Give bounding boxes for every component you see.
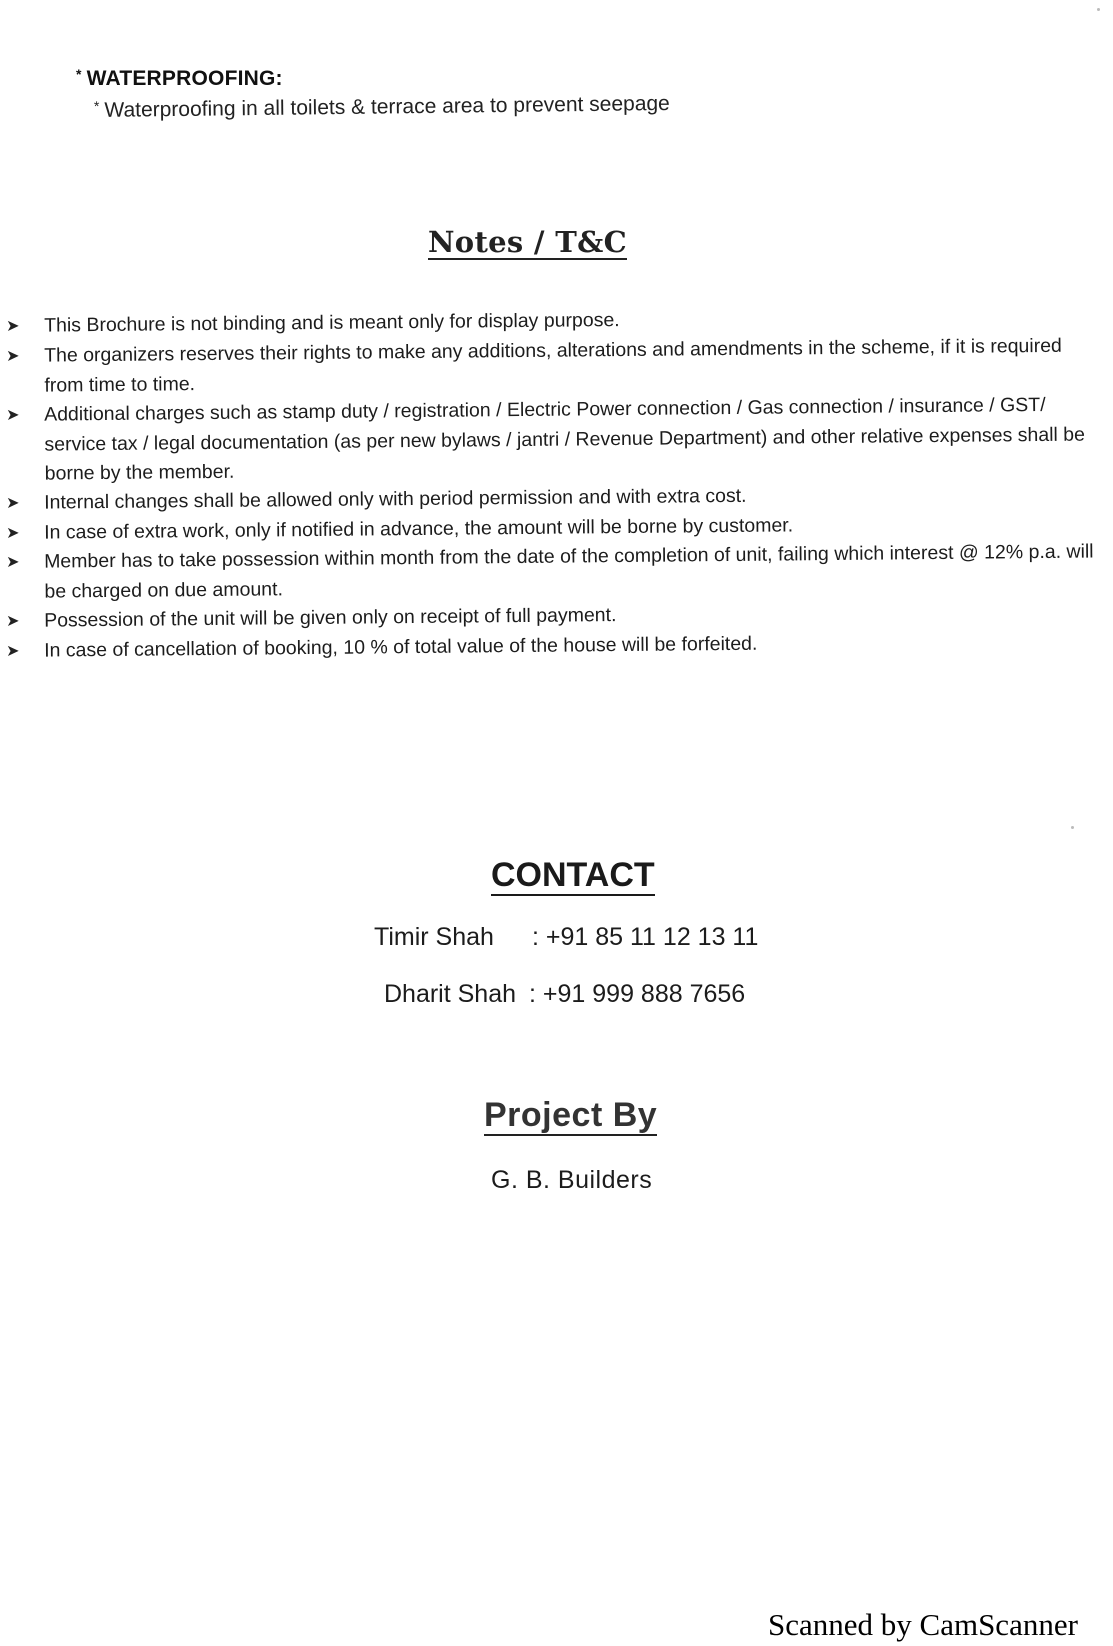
builder-name: G. B. Builders [491, 1166, 653, 1194]
scanner-watermark: Scanned by CamScanner [768, 1607, 1078, 1642]
note-text: The organizers reserves their rights to make any additions, alterations and amendments in the scheme, if it is required from time to time. [44, 334, 1062, 396]
waterproofing-item-text: Waterproofing in all toilets & terrace area to prevent seepage [104, 91, 670, 122]
note-text: Possession of the unit will be given only on receipt of full payment. [44, 604, 617, 632]
note-text: Additional charges such as stamp duty / registration / Electric Power connection / Gas connection / insurance / GST/ service tax / legal documentation (as per new bylaws / jantri / Revenue Department) and other relative expenses shall be borne by the member. [44, 393, 1086, 485]
asterisk-marker: * [93, 97, 100, 114]
note-item [0, 331, 1113, 401]
contact-separator: : [529, 980, 536, 1008]
arrowhead-bullet-icon: ➤ [6, 612, 20, 630]
contact-name: Timir Shah [374, 923, 494, 951]
contact-title: CONTACT [491, 856, 655, 894]
notes-list [0, 309, 1113, 666]
asterisk-marker: * [76, 66, 82, 82]
project-by-title: Project By [484, 1096, 658, 1134]
waterproofing-item [94, 91, 670, 123]
note-text: Internal changes shall be allowed only with period permission and with extra cost. [44, 484, 747, 514]
note-text: In case of extra work, only if notified in advance, the amount will be borne by customer. [44, 513, 794, 544]
contact-name: Dharit Shah [384, 980, 517, 1008]
note-text: This Brochure is not binding and is meant only for display purpose. [44, 309, 620, 337]
note-text: Member has to take possession within month from the date of the completion of unit, failing which interest @ 12% p.a. will be charged on due amount. [44, 540, 1094, 603]
arrowhead-bullet-icon: ➤ [6, 317, 20, 335]
note-text: In case of cancellation of booking, 10 % of total value of the house will be forfeited. [44, 632, 758, 662]
contact-phone: +91 999 888 7656 [542, 980, 746, 1008]
waterproofing-heading [76, 66, 283, 91]
scan-speck [1071, 826, 1074, 829]
note-item [0, 537, 1113, 607]
contact-row [384, 980, 745, 1009]
waterproofing-heading-text: WATERPROOFING: [86, 67, 283, 90]
arrowhead-bullet-icon: ➤ [6, 347, 20, 365]
arrowhead-bullet-icon: ➤ [6, 524, 20, 542]
note-item [0, 390, 1113, 489]
arrowhead-bullet-icon: ➤ [6, 553, 20, 571]
arrowhead-bullet-icon: ➤ [6, 494, 20, 512]
contact-row [374, 923, 758, 952]
notes-title: Notes / T&C [428, 225, 627, 259]
arrowhead-bullet-icon: ➤ [6, 642, 20, 660]
contact-separator: : [532, 923, 539, 951]
arrowhead-bullet-icon: ➤ [6, 406, 20, 424]
contact-phone: +91 85 11 12 13 11 [545, 923, 759, 951]
scan-speck [1097, 8, 1100, 11]
